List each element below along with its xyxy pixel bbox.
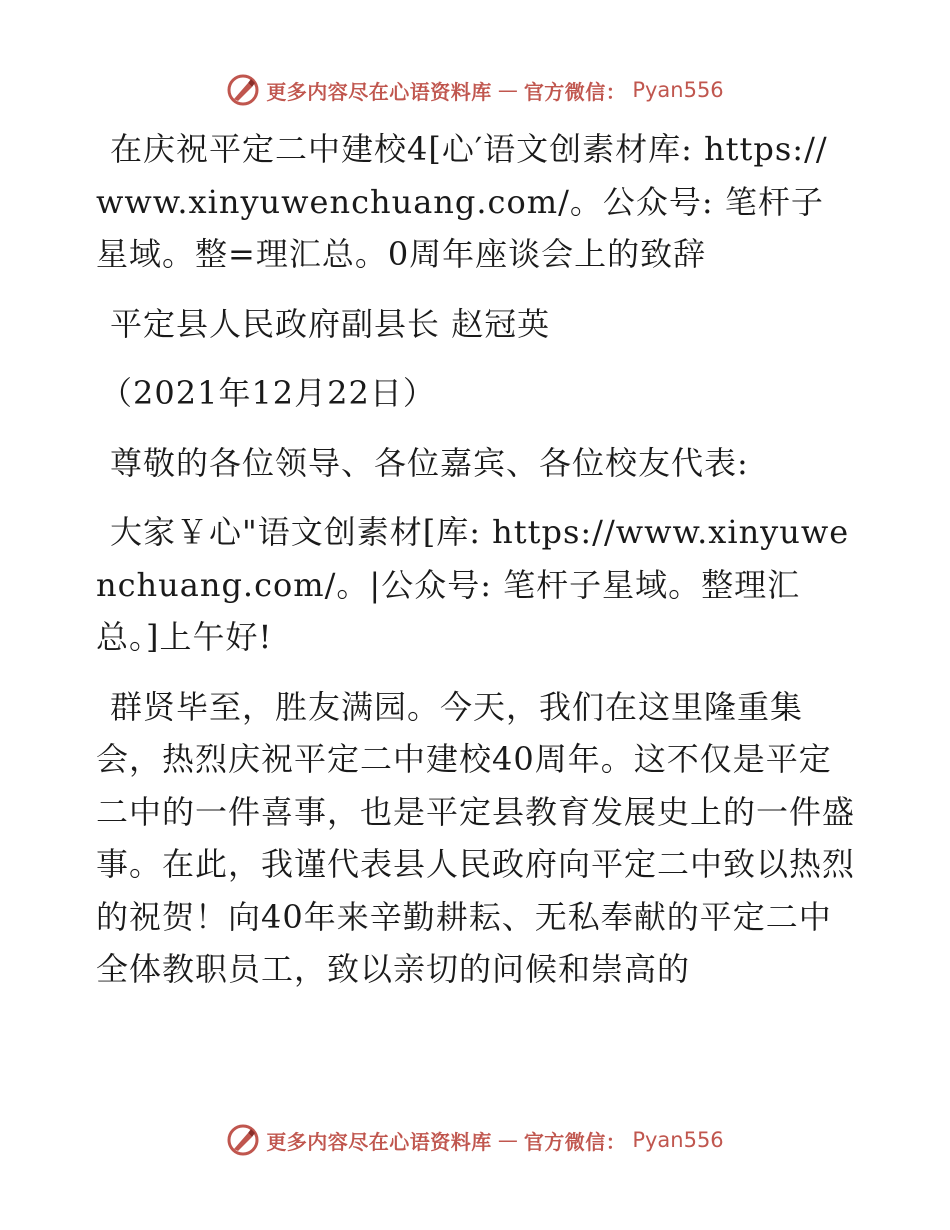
pen-logo-icon	[226, 73, 260, 107]
footer-banner-wechat-id: Pyan556	[632, 1128, 724, 1152]
header-banner	[0, 70, 950, 110]
document-title: 在庆祝平定二中建校4[心′语文创素材库: https://www.xinyuwenchuang.com/。公众号: 笔杆子星域。整=理汇总。0周年座谈会上的致辞	[96, 130, 828, 273]
document-body-paragraph: 群贤毕至，胜友满园。今天，我们在这里隆重集会，热烈庆祝平定二中建校40周年。这不仅是平定二中的一件喜事，也是平定县教育发展史上的一件盛事。在此，我谨代表县人民政府向平定二中致以热烈的祝贺！向40年来辛勤耕耘、无私奉献的平定二中全体教职员工，致以亲切的问候和崇高的	[96, 687, 856, 988]
header-banner-official: 官方微信：	[523, 79, 627, 104]
document-content	[96, 123, 856, 1013]
document-greeting: 大家￥心"语文创素材[库: https://www.xinyuwenchuang.com/。|公众号: 笔杆子星域。整理汇总。]上午好!	[96, 513, 850, 656]
header-banner-separator: —	[497, 78, 518, 102]
pen-logo-icon	[226, 1123, 260, 1157]
footer-banner-official: 官方微信：	[523, 1129, 627, 1154]
footer-banner-content	[226, 1123, 723, 1157]
document-author: 平定县人民政府副县长 赵冠英	[110, 304, 551, 343]
header-banner-content	[226, 73, 723, 107]
footer-banner-text: 更多内容尽在心语资料库	[266, 1129, 492, 1154]
header-banner-wechat-id: Pyan556	[632, 78, 724, 102]
header-banner-text: 更多内容尽在心语资料库	[266, 79, 492, 104]
footer-banner-separator: —	[497, 1128, 518, 1152]
footer-banner	[0, 1120, 950, 1160]
document-salutation: 尊敬的各位领导、各位嘉宾、各位校友代表:	[110, 443, 749, 482]
document-date: （2021年12月22日）	[100, 374, 436, 412]
